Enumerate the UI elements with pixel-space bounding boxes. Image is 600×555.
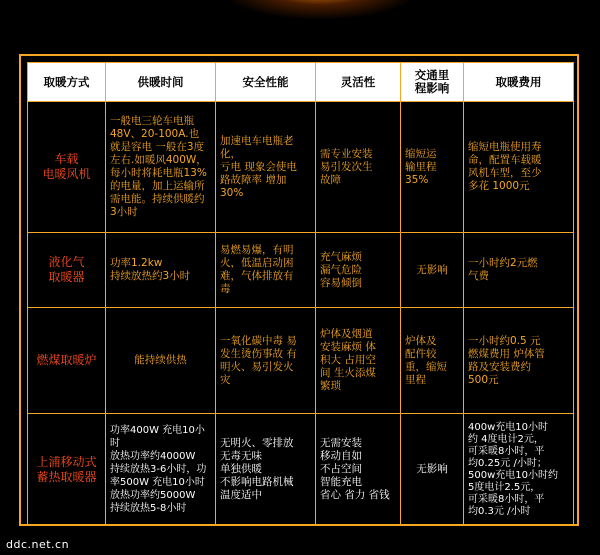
row-flexibility: 炉体及烟道 安装麻烦 体 积大 占用空 间 生火添煤 繁琐: [316, 308, 401, 414]
row-flexibility: 无需安装 移动自如 不占空间 智能充电 省心 省力 省钱: [316, 414, 401, 526]
row-traffic: 无影响: [401, 233, 464, 308]
heating-comparison-table: [27, 62, 574, 526]
row-safety: 易燃易爆，有明 火，低温启动困 难，气体排放有 毒: [216, 233, 316, 308]
row-traffic: 缩短运 输里程 35%: [401, 102, 464, 233]
row-method: 上浦移动式 蓄热取暖器: [28, 414, 106, 526]
table-row: [28, 233, 574, 308]
header-traffic: 交通里 程影响: [401, 63, 464, 102]
row-time: 能持续供热: [106, 308, 216, 414]
row-flexibility: 需专业安装 易引发次生 故障: [316, 102, 401, 233]
header-time: 供暖时间: [106, 63, 216, 102]
row-traffic: 炉体及 配件较 重，缩短 里程: [401, 308, 464, 414]
row-time: 一般电三轮车电瓶 48V、20-100A.也 就是容电 一般在3度 左右.如暖风400W， 每小时将耗电瓶13% 的电量，加上运输所 需电能。持续供暖约 3小时: [106, 102, 216, 233]
row-time: 功率1.2kw 持续放热约3小时: [106, 233, 216, 308]
row-method: 液化气 取暖器: [28, 233, 106, 308]
row-cost: 400w充电10小时 约 4度电计2元， 可采暖8小时，平 均0.25元 /小时； 500w充电10小时约 5度电计2.5元， 可采暖8小时，平 均0.3元 /小时: [464, 414, 574, 526]
row-cost: 缩短电瓶使用寿 命，配置车载暖 风机车型，至少 多花 1000元: [464, 102, 574, 233]
table-row: [28, 308, 574, 414]
row-cost: 一小时约2元燃 气费: [464, 233, 574, 308]
table-header-row: [28, 63, 574, 102]
row-safety: 一氧化碳中毒 易 发生烫伤事故 有 明火、易引发火 灾: [216, 308, 316, 414]
header-safety: 安全性能: [216, 63, 316, 102]
row-cost: 一小时约0.5 元 燃煤费用 炉体管 路及安装费约 500元: [464, 308, 574, 414]
table-row: [28, 414, 574, 526]
row-traffic: 无影响: [401, 414, 464, 526]
row-flexibility: 充气麻烦 漏气危险 容易倾倒: [316, 233, 401, 308]
header-method: 取暖方式: [28, 63, 106, 102]
watermark-text: ddc.net.cn: [6, 538, 70, 551]
row-safety: 无明火、零排放 无毒无味 单独供暖 不影响电路机械 温度适中: [216, 414, 316, 526]
row-time: 功率400W 充电10小时 放热功率约4000W 持续放热3-6小时，功 率500W 充电10小时 放热功率约5000W 持续放热5-8小时: [106, 414, 216, 526]
header-flexibility: 灵活性: [316, 63, 401, 102]
row-safety: 加速电车电瓶老化， 亏电 现象会使电 路故障率 增加 30%: [216, 102, 316, 233]
header-cost: 取暖费用: [464, 63, 574, 102]
row-method: 燃煤取暖炉: [28, 308, 106, 414]
row-method: 车载 电暖风机: [28, 102, 106, 233]
table-row: [28, 102, 574, 233]
fire-glow-decoration: [220, 0, 420, 20]
